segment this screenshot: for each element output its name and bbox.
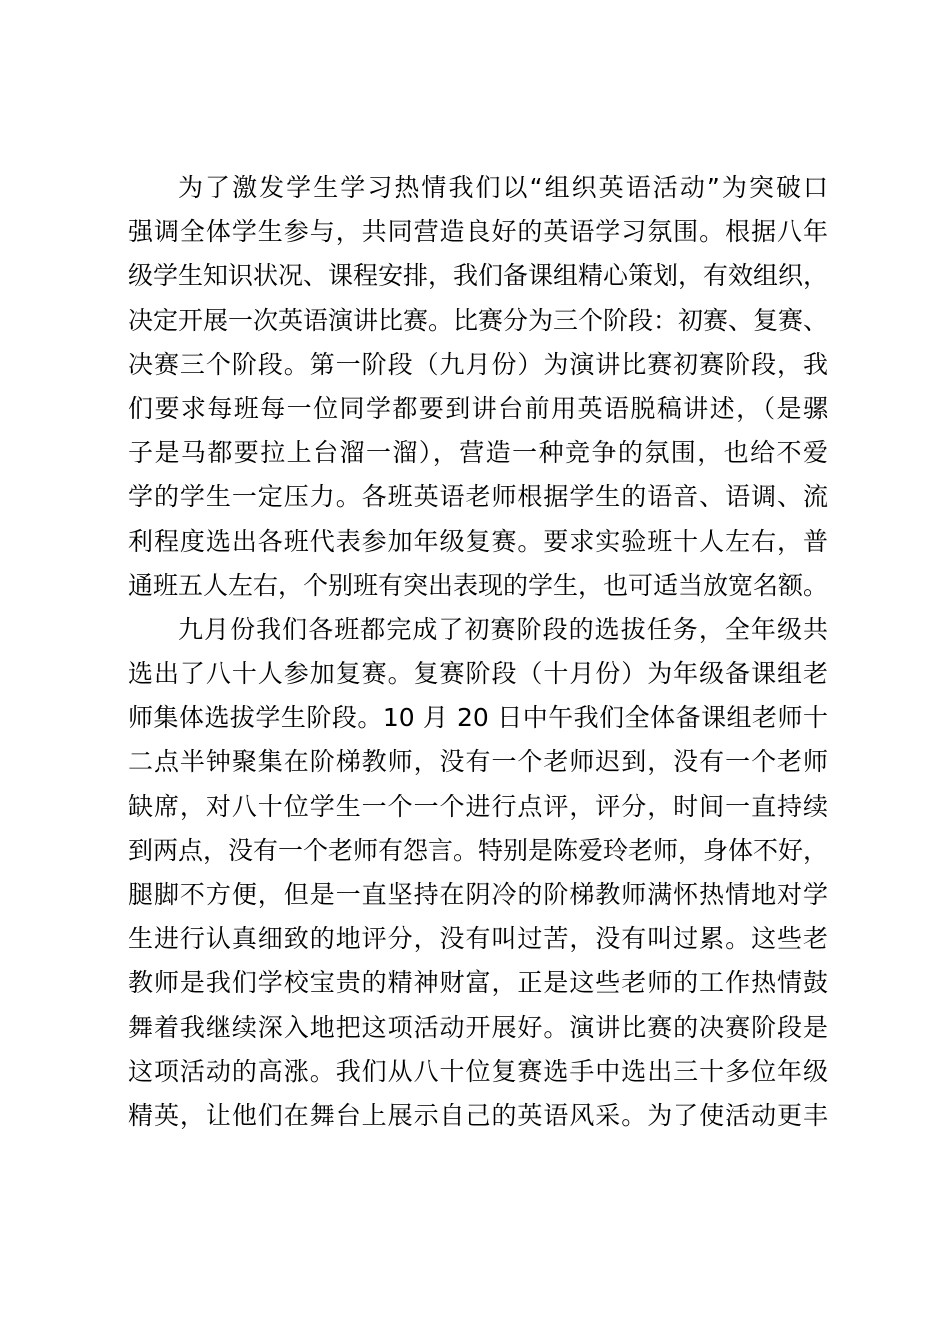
text-line: 为了激发学生学习热情我们以“组织英语活动”为突破口 [178,173,828,202]
text-line: 舞着我继续深入地把这项活动开展好。演讲比赛的决赛阶段是 [128,1012,828,1042]
paragraph-2 [128,608,828,1138]
text-line: 选出了八十人参加复赛。复赛阶段（十月份）为年级备课组老 [128,659,828,689]
text-line: 利程度选出各班代表参加年级复赛。要求实验班十人左右，普 [128,526,828,556]
text-line: 生进行认真细致的地评分，没有叫过苦，没有叫过累。这些老 [128,924,828,954]
text-line: 教师是我们学校宝贵的精神财富，正是这些老师的工作热情鼓 [128,968,828,998]
text-line: 级学生知识状况、课程安排，我们备课组精心策划，有效组织， [128,261,829,291]
text-line: 腿脚不方便，但是一直坚持在阴冷的阶梯教师满怀热情地对学 [128,880,828,909]
text-line: 学的学生一定压力。各班英语老师根据学生的语音、语调、流 [128,482,828,512]
text-line: 通班五人左右，个别班有突出表现的学生，也可适当放宽名额。 [128,570,829,600]
paragraph-1 [128,166,828,608]
document-body [128,166,828,1138]
text-line: 子是马都要拉上台溜一溜），营造一种竞争的氛围，也给不爱 [128,438,828,468]
text-line: 精英，让他们在舞台上展示自己的英语风采。为了使活动更丰 [128,1100,828,1130]
text-line: 缺席，对八十位学生一个一个进行点评，评分，时间一直持续 [128,791,828,821]
text-line: 强调全体学生参与，共同营造良好的英语学习氛围。根据八年 [128,217,828,247]
text-line: 二点半钟聚集在阶梯教师，没有一个老师迟到，没有一个老师 [128,747,828,777]
text-line: 到两点，没有一个老师有怨言。特别是陈爱玲老师，身体不好， [128,835,829,865]
text-line: 们要求每班每一位同学都要到讲台前用英语脱稿讲述，（是骡 [128,393,828,423]
text-line: 师集体选拔学生阶段。10 月 20 日中午我们全体备课组老师十 [128,703,828,733]
text-line: 九月份我们各班都完成了初赛阶段的选拔任务，全年级共 [178,614,828,644]
text-line: 这项活动的高涨。我们从八十位复赛选手中选出三十多位年级 [128,1056,828,1086]
text-line: 决定开展一次英语演讲比赛。比赛分为三个阶段：初赛、复赛、 [128,305,829,335]
text-line: 决赛三个阶段。第一阶段（九月份）为演讲比赛初赛阶段，我 [128,349,828,379]
